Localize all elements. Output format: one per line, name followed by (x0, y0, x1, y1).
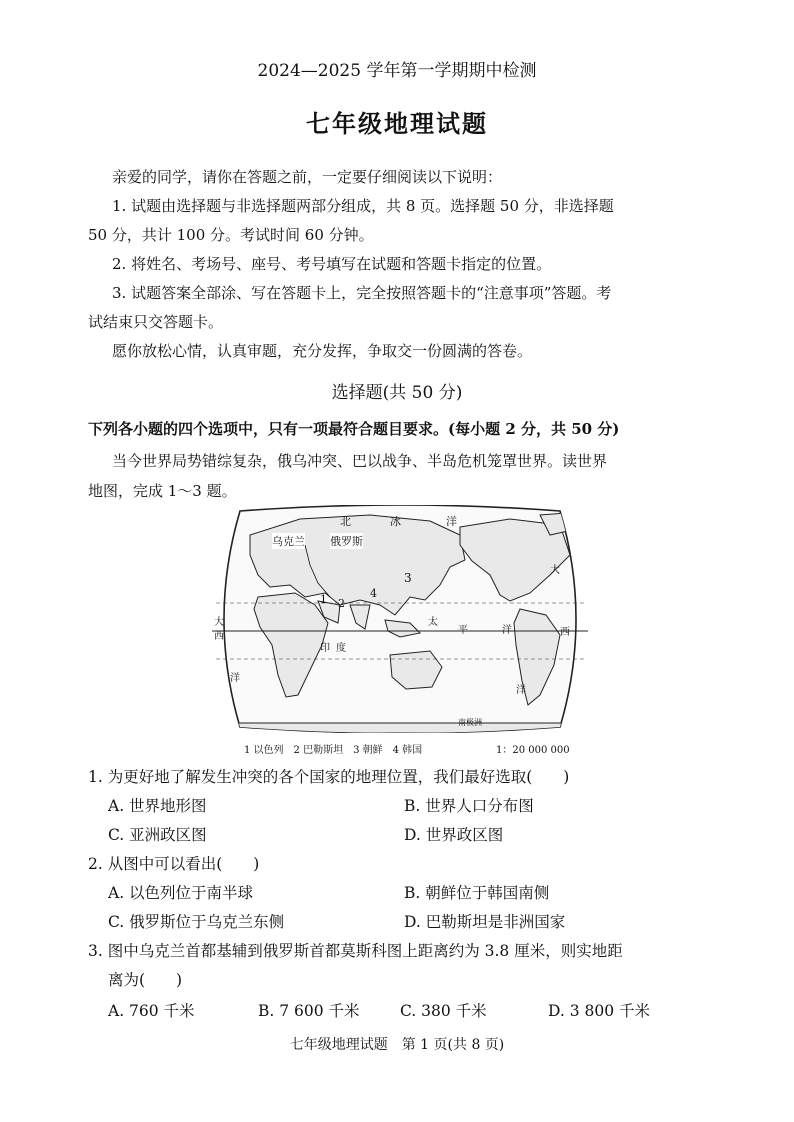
question-1-option-a[interactable]: A. 世界地形图 (108, 797, 207, 815)
map-marker-1: 1 (320, 593, 327, 606)
question-3-option-d[interactable]: D. 3 800 千米 (548, 1002, 651, 1020)
map-label-yang-pacific: 洋 (502, 625, 512, 636)
exam-title: 2024—2025 学年第一学期期中检测 (257, 61, 537, 81)
question-1-option-d[interactable]: D. 世界政区图 (404, 826, 504, 844)
instruction-item-1-line-1: 1. 试题由选择题与非选择题两部分组成，共 8 页。选择题 50 分，非选择题 (112, 197, 614, 215)
map-marker-3: 3 (404, 571, 412, 585)
world-map-graphic (210, 505, 590, 733)
instructions-wish: 愿你放松心情，认真审题，充分发挥，争取交一份圆满的答卷。 (112, 342, 533, 360)
question-1-option-c[interactable]: C. 亚洲政区图 (108, 826, 207, 844)
map-label-yang-north: 洋 (446, 515, 457, 528)
map-label-xi: 西 (560, 627, 570, 638)
map-label-yin: 印 (320, 643, 330, 654)
instructions-greeting: 亲爱的同学，请你在答题之前，一定要仔细阅读以下说明： (112, 168, 503, 186)
map-label-north: 北 (340, 515, 351, 528)
map-label-ping: 平 (458, 625, 468, 636)
question-2-option-a[interactable]: A. 以色列位于南半球 (108, 884, 254, 902)
map-label-da-atlantic: 大 (550, 565, 560, 576)
context-line-2: 地图，完成 1～3 题。 (88, 482, 237, 500)
world-map (210, 505, 590, 733)
map-label-antarctica: 南极洲 (458, 718, 482, 727)
map-label-bing: 冰 (390, 515, 401, 528)
question-1-stem: 1. 为更好地了解发生冲突的各个国家的地理位置，我们最好选取( ) (88, 768, 570, 786)
map-label-ukraine: 乌克兰 (272, 535, 305, 548)
map-marker-4: 4 (370, 587, 377, 600)
question-3-option-b[interactable]: B. 7 600 千米 (258, 1002, 360, 1020)
question-3-stem-line-1: 3. 图中乌克兰首都基辅到俄罗斯首都莫斯科图上距离约为 3.8 厘米，则实地距 (88, 942, 623, 960)
instruction-item-2: 2. 将姓名、考场号、座号、考号填写在试题和答题卡指定的位置。 (112, 255, 552, 273)
page-footer: 七年级地理试题 第 1 页(共 8 页) (289, 1037, 505, 1053)
map-scale: 1：20 000 000 (496, 745, 570, 756)
map-legend: 1 以色列 2 巴勒斯坦 3 朝鲜 4 韩国 (244, 745, 423, 756)
map-label-russia: 俄罗斯 (330, 535, 363, 548)
map-label-da-west: 大 (214, 617, 224, 628)
question-2-option-c[interactable]: C. 俄罗斯位于乌克兰东侧 (108, 913, 285, 931)
map-label-xi-west: 西 (214, 631, 224, 642)
map-label-du: 度 (336, 643, 346, 654)
instruction-item-3-line-1: 3. 试题答案全部涂、写在答题卡上，完全按照答题卡的“注意事项”答题。考 (112, 284, 612, 302)
instruction-item-3-line-2: 试结束只交答题卡。 (88, 313, 224, 331)
question-2-stem: 2. 从图中可以看出( ) (88, 855, 260, 873)
map-label-yang-west: 洋 (230, 673, 240, 684)
instruction-item-1-line-2: 50 分，共计 100 分。考试时间 60 分钟。 (88, 226, 374, 244)
map-marker-2: 2 (338, 597, 345, 610)
question-2-option-d[interactable]: D. 巴勒斯坦是非洲国家 (404, 913, 566, 931)
section-instruction: 下列各小题的四个选项中，只有一项最符合题目要求。(每小题 2 分，共 50 分) (88, 420, 620, 438)
subject-title: 七年级地理试题 (306, 109, 488, 138)
question-3-stem-line-2: 离为( ) (108, 971, 183, 989)
section-title: 选择题(共 50 分) (331, 383, 463, 403)
context-line-1: 当今世界局势错综复杂，俄乌冲突、巴以战争、半岛危机笼罩世界。读世界 (112, 452, 608, 470)
antarctica-shape (210, 723, 590, 733)
map-label-yang-south: 洋 (516, 685, 526, 696)
question-2-option-b[interactable]: B. 朝鲜位于韩国南侧 (404, 884, 550, 902)
question-1-option-b[interactable]: B. 世界人口分布图 (404, 797, 534, 815)
map-label-tai: 太 (428, 617, 438, 628)
question-3-option-a[interactable]: A. 760 千米 (108, 1002, 195, 1020)
question-3-option-c[interactable]: C. 380 千米 (400, 1002, 487, 1020)
